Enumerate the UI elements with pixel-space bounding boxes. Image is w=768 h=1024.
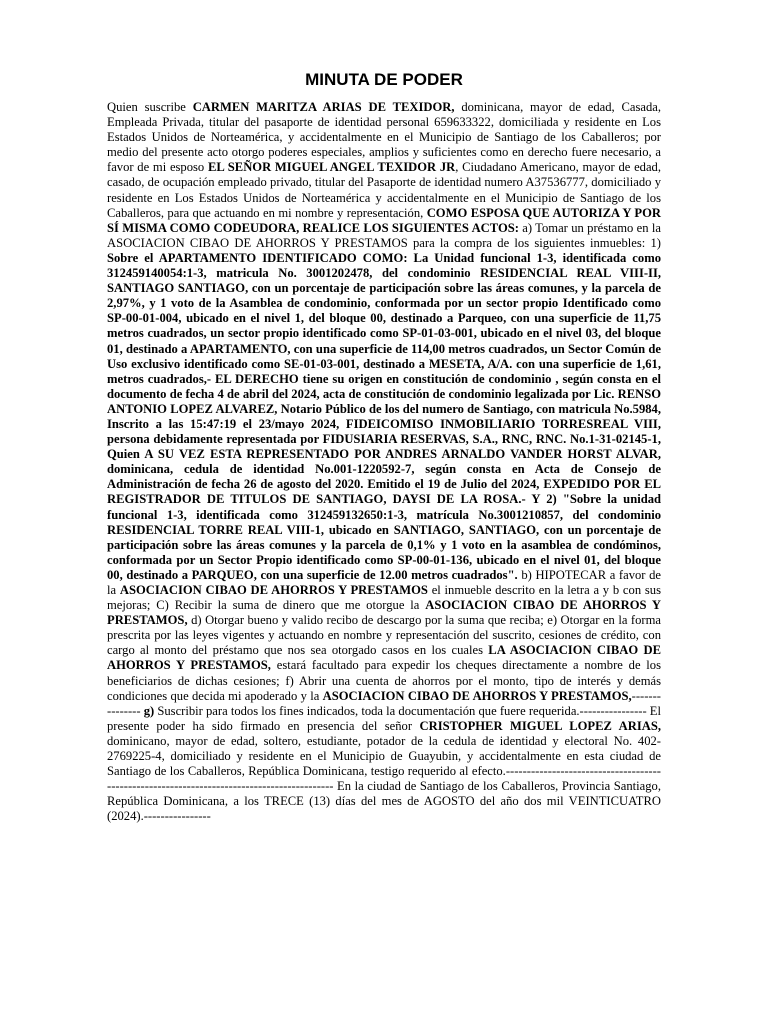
document-title: MINUTA DE PODER: [305, 70, 463, 89]
bold-text-segment: CRISTOPHER MIGUEL LOPEZ ARIAS,: [419, 718, 661, 733]
text-segment: Suscribir para todos los fines indicados, toda la documentación que fuere requerida.---------------- El presente poder ha sido firmado en presencia del señor: [107, 703, 662, 733]
bold-text-segment: ASOCIACION CIBAO DE AHORROS Y PRESTAMOS,: [322, 688, 632, 703]
text-segment: a) Tomar un préstamo en la ASOCIACION CIBAO DE AHORROS Y PRESTAMOS para la compra de los siguientes inmuebles: 1): [107, 220, 661, 250]
text-segment: b) HIPOTECAR a favor de la: [107, 567, 662, 597]
bold-text-segment: LA ASOCIACION CIBAO DE AHORROS Y PRESTAMOS,: [107, 643, 662, 673]
bold-text-segment: CARMEN MARITZA ARIAS DE TEXIDOR,: [192, 100, 455, 114]
text-segment: d) Otorgar bueno y valido recibo de descargo por la suma que reciba; e) Otorgar en la forma prescrita por las leyes vigentes y actuando en nombre y representación del suscrito, cesiones de crédito, con cargo al monto del préstamo que nos sea otorgado casos en los cuales: [107, 613, 661, 658]
bold-text-segment: ASOCIACION CIBAO DE AHORROS Y PRESTAMOS,: [107, 598, 661, 628]
bold-text-segment: ASOCIACION CIBAO DE AHORROS Y PRESTAMOS: [119, 583, 428, 597]
text-segment: Quien suscribe: [107, 100, 193, 114]
text-segment: dominicana, mayor de edad, Casada, Empleada Privada, titular del pasaporte de identidad personal 659633322, domiciliada y residente en Los Estados Unidos de Norteamérica, y accidentalmente en el Municipio de Santiago de los Caballeros; por medio del presente acto otorgo poderes especiales, amplios y suficientes como en derecho fuere necesario, a favor de mi esposo: [107, 100, 661, 175]
text-segment: estará facultado para expedir los cheques directamente a nombre de los beneficiarios de dichas cesiones; f) Abrir una cuenta de ahorros por el monto, tipo de interés y demás condiciones que decida mi apoderado y la: [107, 658, 662, 703]
bold-text-segment: g): [143, 703, 155, 718]
text-segment: ---------------: [107, 688, 661, 718]
bold-text-segment: COMO ESPOSA QUE AUTORIZA Y POR SÍ MISMA COMO CODEUDORA, REALICE LOS SIGUIENTES ACTOS:: [107, 205, 662, 235]
document-body: [107, 100, 661, 825]
bold-text-segment: EL SEÑOR MIGUEL ANGEL TEXIDOR JR: [207, 160, 456, 175]
text-segment: , Ciudadano Americano, mayor de edad, casado, de ocupación empleado privado, titular del Pasaporte de identidad numero A37536777, domiciliado y residente en Los Estados Unidos de Norteamérica y accidentalmente en el Municipio de Santiago de los Caballeros, para que actuando en mi nombre y representación,: [107, 160, 661, 220]
text-segment: dominicano, mayor de edad, soltero, estudiante, potador de la cedula de identidad y electoral No. 402-2769225-4, domiciliado y residente en el Municipio de Guayubin, y accidentalmente en esta ciudad de Santiago de los Caballeros, República Dominicana, testigo requerido al efecto.------------------------------------------------------------------------------------------- En la ciudad de Santiago de los Caballeros, Provincia Santiago, República Dominicana, a los TRECE (13) días del mes de AGOSTO del año dos mil VEINTICUATRO (2024).----------------: [107, 733, 661, 824]
bold-text-segment: Sobre el APARTAMENTO IDENTIFICADO COMO: La Unidad funcional 1-3, identificada como 312459140054:1-3, matricula No. 3001202478, del condominio RESIDENCIAL REAL VIII-II, SANTIAGO SANTIAGO, con un porcentaje de participación sobre las áreas comunes, y la parcela de 2,97%, y 1 voto de la Asamblea de condominio, conformada por un sector propio Identificado como SP-00-01-004, ubicado en el nivel 1, del bloque 00, destinado a Parqueo, con una superficie de 11,75 metros cuadrados, un sector propio identificado como SP-01-03-001, ubicado en el nivel 03, del bloque 01, destinado a APARTAMENTO, con una superficie de 114,00 metros cuadrados, un Sector Común de Uso exclusivo identificado como SE-01-03-001, destinado a MESETA, A/A. con una superficie de 1,61, metros cuadrados,- EL DERECHO tiene su origen en constitución de condominio , según consta en el documento de fecha 4 de abril del 2024, acta de constitución de condominio legalizada por Lic. RENSO ANTONIO LOPEZ ALVAREZ, Notario Público de los del numero de Santiago, con matricula No.5984, Inscrito a las 15:47:19 el 23/mayo 2024, FIDEICOMISO INMOBILIARIO TORRESREAL VIII, persona debidamente representada por FIDUSIARIA RESERVAS, S.A., RNC, RNC. No.1-31-02145-1, Quien A SU VEZ ESTA REPRESENTADO POR ANDRES ARNALDO VANDER HORST ALVAR, dominicana, cedula de identidad No.001-1220592-7, según consta en Acta de Consejo de Administración de fecha 26 de agosto del 2020. Emitido el 19 de Julio del 2024, EXPEDIDO POR EL REGISTRADOR DE TITULOS DE SANTIAGO, DAYSI DE LA ROSA.- Y 2) "Sobre la unidad funcional 1-3, identificada como 312459132650:1-3, matrícula No.3001210857, del condominio RESIDENCIAL TORRE REAL VIII-1, ubicado en SANTIAGO, SANTIAGO, con un porcentaje de participación sobre las áreas comunes y la parcela de 0,1% y 1 voto en la asamblea de condóminos, conformada por un Sector Propio identificado como SP-00-01-136, ubicado en el nivel 01, del bloque 00, destinado a PARQUEO, con una superficie de 12.00 metros cuadrados".: [107, 250, 661, 582]
text-segment: el inmueble descrito en la letra a y b con sus mejoras; C) Recibir la suma de dinero que me otorgue la: [107, 583, 661, 613]
